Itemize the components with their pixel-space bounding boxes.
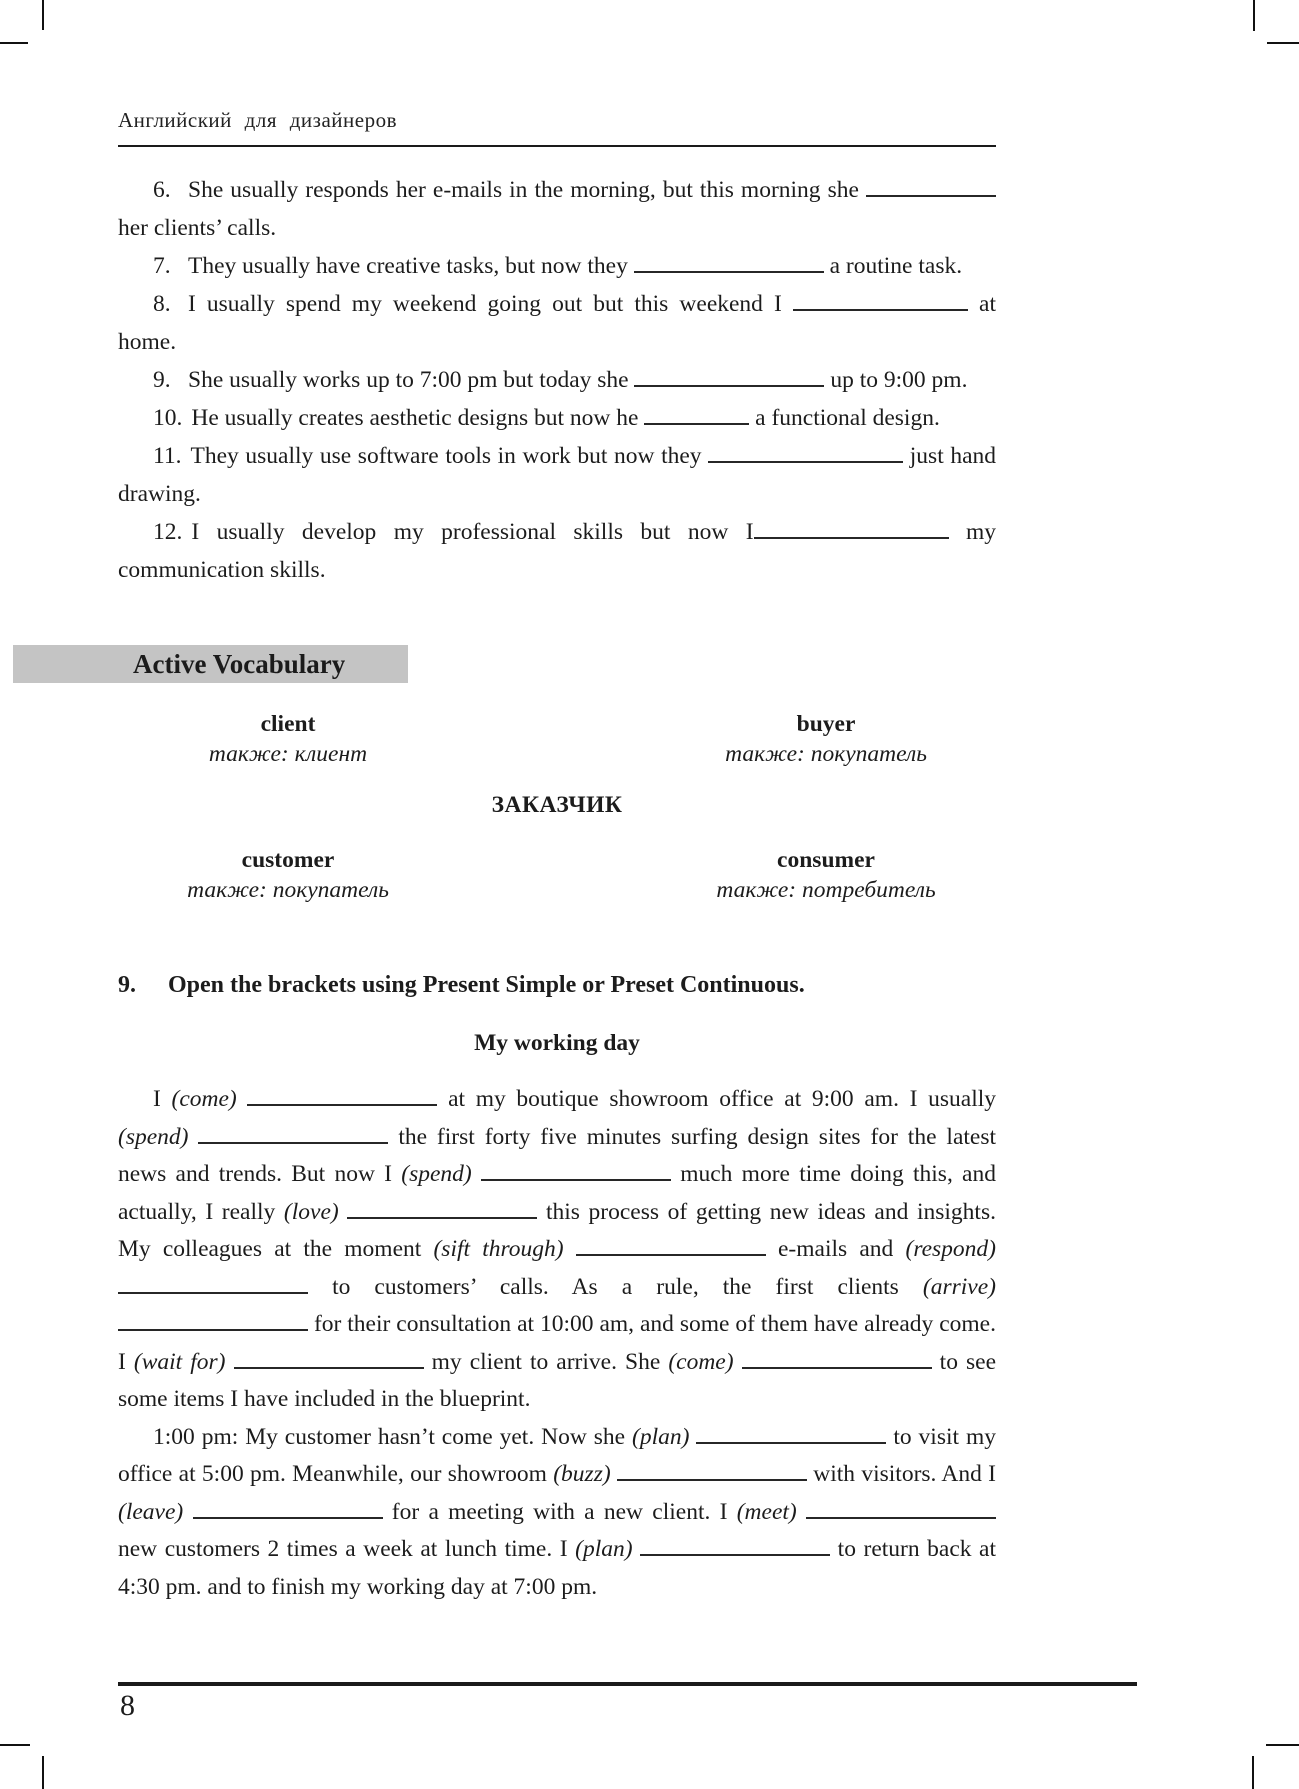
blank-field [708,439,903,463]
vocab-entry-buyer [656,709,996,769]
blank-field [481,1157,671,1181]
exercise9-number: 9. [118,972,136,998]
active-vocabulary-title: Active Vocabulary [133,648,346,679]
verb-hint: (come) [668,1348,734,1375]
blank-field [247,1082,437,1106]
crop-mark-top-left-horizontal [0,42,28,44]
item-number: 10. [153,405,183,431]
blank-field [644,401,749,425]
verb-hint: (come) [171,1086,237,1112]
exercise9-title: Open the brackets using Present Simple or Preset Continuous. [168,972,805,998]
vocab-center-term: ЗАКАЗЧИК [491,792,623,818]
blank-field [634,363,824,387]
verb-hint: (wait for) [133,1348,226,1375]
verb-hint: (leave) [118,1498,184,1525]
crop-mark-top-right-horizontal [1267,42,1299,44]
blank-field [617,1457,807,1481]
story-paragraph: 1:00 pm: My customer hasn’t come yet. Now she (plan) to visit my office at 5:00 pm. Meanwhile, our showroom (buzz) with visitors. And I (leave) for a meeting with a new client. I (meet) new customers 2 times a week at lunch time. I (plan) to return back at 4:30 pm. and to finish my working day at 7:00 pm. [118,1419,996,1607]
active-vocabulary-bar [13,645,408,683]
blank-field [754,515,949,539]
blank-field [742,1344,932,1368]
item-number: 12. [153,519,183,545]
verb-hint: (respond) [905,1236,997,1262]
blank-field [118,1269,308,1293]
vocab-note: также: клиент [208,741,368,767]
crop-mark-bottom-right-vertical [1252,1756,1254,1789]
item-number: 7. [153,253,171,279]
blank-field [118,1307,308,1331]
vocab-term: client [260,711,316,737]
blank-field [793,287,968,311]
vocab-entry-consumer [656,845,996,905]
verb-hint: (plan) [575,1536,633,1562]
vocab-row-1 [118,709,996,769]
verb-hint: (buzz) [553,1461,611,1487]
vocab-entry-client [118,709,458,769]
verb-hint: (plan) [632,1423,690,1450]
exercise-item: 11. They usually use software tools in work but now they just hand drawing. [118,437,996,513]
item-number: 8. [153,291,171,317]
blank-field [696,1419,886,1443]
exercise9-paragraphs [118,1081,996,1606]
blank-field [193,1494,383,1518]
crop-mark-bottom-left-vertical [42,1756,44,1789]
verb-hint: (spend) [118,1123,189,1150]
exercise-item: 7. They usually have creative tasks, but now they a routine task. [118,247,996,285]
vocab-term: consumer [777,847,875,873]
blank-field [640,1532,830,1556]
vocab-term: customer [241,847,335,873]
verb-hint: (arrive) [922,1273,996,1300]
exercise9-subtitle: My working day [474,1030,640,1056]
crop-mark-bottom-right-horizontal [1266,1744,1299,1746]
item-number: 11. [153,443,182,469]
vocab-note: также: покупатель [725,741,927,767]
exercise-item: 8. I usually spend my weekend going out but this weekend I at home. [118,285,996,361]
blank-field [866,173,996,197]
footer-rule [118,1682,1137,1686]
exercise-item: 12. I usually develop my professional skills but now I my communication skills. [118,513,996,589]
exercise-item: 6. She usually responds her e-mails in the morning, but this morning she her clients’ calls. [118,171,996,247]
header-rule [118,145,996,147]
exercise9-heading [118,969,996,1001]
vocab-note: также: покупатель [187,877,389,903]
crop-mark-top-right-vertical [1253,0,1255,31]
verb-hint: (love) [283,1198,339,1225]
blank-field [347,1194,537,1218]
blank-field [198,1119,388,1143]
crop-mark-bottom-left-horizontal [0,1744,30,1746]
vocab-term: buyer [796,711,856,737]
item-number: 6. [153,177,171,203]
verb-hint: (meet) [736,1498,797,1525]
blank-field [234,1344,424,1368]
page-header-title: Английский для дизайнеров [118,108,397,132]
item-number: 9. [153,367,171,393]
story-paragraph: I (come) at my boutique showroom office at 9:00 am. I usually (spend) the first forty five minutes surfing design sites for the latest news and trends. But now I (spend) much more time doing this, and actually, I really (love) this process of getting new ideas and insights. My colleagues at the moment (sift through) e-mails and (respond) to customers’ calls. As a rule, the first clients (arrive) for their consultation at 10:00 am, and some of them have already come. I (wait for) my client to arrive. She (come) to see some items I have included in the blueprint. [118,1081,996,1419]
page-content [118,108,996,1723]
vocab-entry-customer [118,845,458,905]
exercise-item: 10. He usually creates aesthetic designs but now he a functional design. [118,399,996,437]
vocab-row-2 [118,845,996,905]
blank-field [634,249,824,273]
crop-mark-top-left-vertical [42,0,44,30]
verb-hint: (sift through) [433,1236,564,1262]
vocab-note: также: потребитель [716,877,936,903]
verb-hint: (spend) [401,1161,472,1187]
exercise-item: 9. She usually works up to 7:00 pm but today she up to 9:00 pm. [118,361,996,399]
exercise8-list [118,171,996,589]
blank-field [576,1232,766,1256]
page-number: 8 [120,1689,135,1722]
blank-field [806,1494,996,1518]
